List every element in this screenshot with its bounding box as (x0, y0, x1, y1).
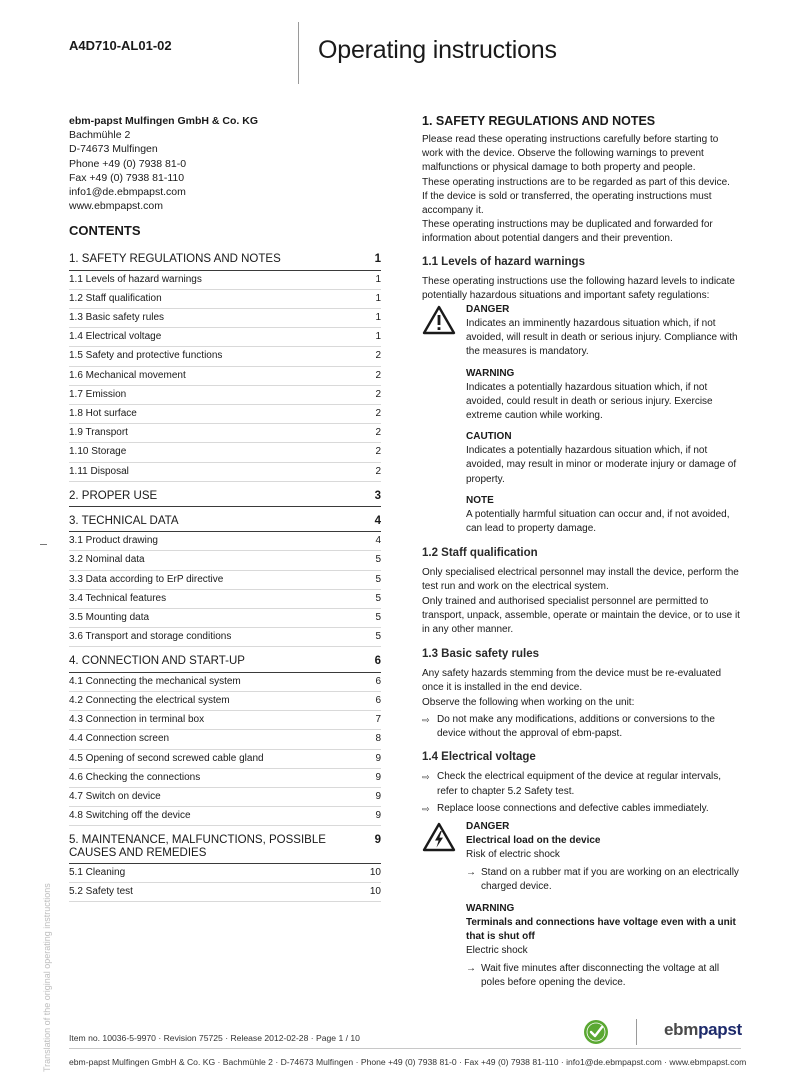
danger-head: DANGER (466, 820, 510, 832)
toc-row[interactable] (69, 367, 381, 386)
toc-row[interactable] (69, 609, 381, 628)
toc-label: 1.5 Safety and protective functions (69, 350, 223, 362)
section-1-1-intro: These operating instructions use the following hazard levels to indicate potentially hazardous situations and important safety regulations: (422, 275, 735, 301)
side-note-container (42, 883, 52, 1078)
toc-page-number: 5 (375, 592, 381, 604)
hollow-arrow-icon: ⇨ (422, 772, 430, 783)
list-item (422, 770, 740, 798)
ebmpapst-logo: ebmpapst (664, 1020, 742, 1039)
toc-label: 1.11 Disposal (69, 465, 129, 477)
company-address (69, 114, 381, 213)
hollow-arrow-icon: ⇨ (422, 803, 430, 814)
toc-row[interactable] (69, 424, 381, 443)
list-item (422, 802, 740, 816)
toc-row[interactable] (69, 788, 381, 807)
toc-page-number: 9 (374, 834, 381, 847)
toc-page-number: 9 (375, 771, 381, 783)
toc-label: 3. TECHNICAL DATA (69, 515, 179, 528)
toc-row[interactable] (69, 883, 381, 902)
section-1-2-heading: 1.2 Staff qualification (422, 547, 538, 560)
arrow-right-icon: → (466, 867, 476, 879)
toc-label: 3.5 Mounting data (69, 612, 150, 624)
hollow-arrow-icon: ⇨ (422, 714, 430, 725)
section-1-intro-1: Please read these operating instructions carefully before starting to work with the device. Observe the following warnings to prevent malfunctions or physical damage to both property and people. (422, 134, 719, 174)
toc-label: 4.3 Connection in terminal box (69, 714, 205, 726)
toc-chapter-row[interactable] (69, 486, 381, 507)
green-tech-badge-icon (583, 1019, 609, 1045)
toc-page-number: 7 (375, 714, 381, 726)
toc-page-number: 6 (374, 655, 381, 668)
danger-action-text: Stand on a rubber mat if you are working on an electrically charged device. (481, 867, 739, 893)
toc-page-number: 10 (369, 866, 381, 878)
toc-page-number: 2 (375, 350, 381, 362)
warning-risk: Electric shock (466, 944, 528, 956)
toc-row[interactable] (69, 328, 381, 347)
page-title: Operating instructions (318, 36, 557, 64)
list-item-text: Replace loose connections and defective cables immediately. (437, 802, 709, 814)
warning-head: WARNING (466, 902, 515, 914)
toc-page-number: 3 (374, 489, 381, 502)
toc-page-number: 9 (375, 810, 381, 822)
toc-row[interactable] (69, 750, 381, 769)
toc-page-number: 6 (375, 694, 381, 706)
warning-subject: Terminals and connections have voltage even with a unit that is shut off (466, 916, 736, 942)
right-column (422, 114, 740, 992)
list-item-text: Do not make any modifications, additions or conversions to the device without the approval of ebm-papst. (437, 713, 715, 740)
toc-page-number: 9 (375, 752, 381, 764)
warning-action (466, 962, 740, 990)
danger-action (466, 866, 740, 894)
toc-page-number: 1 (375, 331, 381, 343)
toc-row[interactable] (69, 551, 381, 570)
list-item (422, 713, 740, 741)
company-fax: Fax +49 (0) 7938 81-110 (69, 171, 185, 184)
level-danger-head: DANGER (466, 304, 510, 316)
toc-page-number: 1 (375, 312, 381, 324)
toc-page-number: 2 (375, 388, 381, 400)
company-street: Bachmühle 2 (69, 129, 131, 142)
table-of-contents (69, 249, 381, 902)
toc-chapter-row[interactable] (69, 511, 381, 532)
toc-page-number: 4 (375, 535, 381, 547)
section-1-2-p2: Only trained and authorised specialist personnel are permitted to transport, unpack, assemble, operate or maintain the device, or to use it in any other manner. (422, 595, 740, 636)
section-1-3-heading: 1.3 Basic safety rules (422, 648, 539, 661)
section-1-intro-2: These operating instructions are to be regarded as part of this device. (422, 176, 730, 188)
toc-row[interactable] (69, 571, 381, 590)
toc-label: 3.4 Technical features (69, 592, 167, 604)
level-note-text: A potentially harmful situation can occur and, if not avoided, can lead to property damage. (466, 508, 730, 535)
warning-triangle-icon (422, 305, 456, 335)
toc-label: 4.1 Connecting the mechanical system (69, 675, 241, 687)
toc-row[interactable] (69, 271, 381, 290)
toc-row[interactable] (69, 864, 381, 883)
electrical-hazards (422, 820, 740, 992)
section-1-intro-4: These operating instructions may be duplicated and forwarded for information about potential dangers and their prevention. (422, 219, 713, 245)
hazard-levels (422, 303, 740, 536)
company-city: D-74673 Mulfingen (69, 143, 158, 156)
toc-row[interactable] (69, 290, 381, 309)
toc-page-number: 5 (375, 612, 381, 624)
company-web[interactable]: www.ebmpapst.com (69, 200, 163, 213)
toc-label: 3.3 Data according to ErP directive (69, 573, 224, 585)
toc-label: 5. MAINTENANCE, MALFUNCTIONS, POSSIBLE CAUSES AND REMEDIES (69, 834, 326, 859)
toc-chapter-row[interactable] (69, 249, 381, 270)
toc-page-number: 5 (375, 631, 381, 643)
section-1-3-p1: Any safety hazards stemming from the device must be re-evaluated once it is installed in the end device. (422, 668, 722, 694)
toc-page-number: 1 (374, 253, 381, 266)
toc-page-number: 8 (375, 733, 381, 745)
toc-label: 1.9 Transport (69, 427, 128, 439)
toc-label: 1.1 Levels of hazard warnings (69, 273, 202, 285)
toc-label: 1.7 Emission (69, 388, 127, 400)
toc-row[interactable] (69, 309, 381, 328)
section-1-1-heading: 1.1 Levels of hazard warnings (422, 255, 585, 268)
header-divider (298, 22, 299, 84)
toc-page-number: 5 (375, 573, 381, 585)
toc-page-number: 2 (375, 427, 381, 439)
electric-hazard-icon (422, 822, 456, 852)
toc-row[interactable] (69, 443, 381, 462)
danger-subject: Electrical load on the device (466, 834, 601, 846)
level-warning-head: WARNING (466, 367, 515, 379)
company-phone: Phone +49 (0) 7938 81-0 (69, 157, 187, 170)
level-warning-text: Indicates a potentially hazardous situation which, if not avoided, could result in death or serious injury. Exercise extreme caution while working. (466, 381, 713, 422)
toc-row[interactable] (69, 807, 381, 826)
left-column (69, 114, 381, 902)
logo-divider (636, 1019, 637, 1045)
toc-page-number: 10 (369, 885, 381, 897)
toc-page-number: 2 (375, 465, 381, 477)
toc-label: 4.7 Switch on device (69, 790, 161, 802)
toc-row[interactable] (69, 730, 381, 749)
toc-label: 4.5 Opening of second screwed cable gland (69, 752, 264, 764)
toc-label: 4.8 Switching off the device (69, 810, 191, 822)
toc-label: 4.2 Connecting the electrical system (69, 694, 230, 706)
toc-label: 4. CONNECTION AND START-UP (69, 655, 245, 668)
toc-row[interactable] (69, 405, 381, 424)
toc-chapter-row[interactable] (69, 830, 381, 863)
toc-label: 5.1 Cleaning (69, 866, 126, 878)
toc-label: 1.8 Hot surface (69, 408, 137, 420)
toc-label: 3.2 Nominal data (69, 554, 145, 566)
toc-page-number: 5 (375, 554, 381, 566)
section-1-intro-3: If the device is sold or transferred, the operating instructions must accompany it. (422, 190, 712, 217)
toc-label: 3.1 Product drawing (69, 535, 158, 547)
toc-label: 4.6 Checking the connections (69, 771, 201, 783)
arrow-right-icon: → (466, 962, 476, 974)
toc-page-number: 2 (375, 408, 381, 420)
toc-row[interactable] (69, 673, 381, 692)
section-1-4-heading: 1.4 Electrical voltage (422, 751, 536, 764)
toc-page-number: 2 (375, 446, 381, 458)
margin-fold-mark (40, 544, 47, 545)
company-name: ebm-papst Mulfingen GmbH & Co. KG (69, 115, 258, 127)
toc-label: 5.2 Safety test (69, 885, 133, 897)
footer-address: ebm-papst Mulfingen GmbH & Co. KG · Bachmühle 2 · D-74673 Mulfingen · Phone +49 (0) 7938 81-0 · Fax +49 (0) 7938 81-110 · info1@de.ebmpapst.com · www.ebmpapst.com (69, 1057, 747, 1067)
toc-row[interactable] (69, 769, 381, 788)
section-1-3-p2: Observe the following when working on the unit: (422, 696, 635, 708)
danger-risk: Risk of electric shock (466, 848, 560, 860)
toc-row[interactable] (69, 532, 381, 551)
toc-label: 1.4 Electrical voltage (69, 331, 162, 343)
toc-label: 3.6 Transport and storage conditions (69, 631, 232, 643)
toc-row[interactable] (69, 347, 381, 366)
footer-rule (69, 1048, 741, 1049)
level-danger-text: Indicates an imminently hazardous situation which, if not avoided, will result in death or serious injury. Compliance with the measures is mandatory. (466, 318, 738, 358)
section-1-heading: 1. SAFETY REGULATIONS AND NOTES (422, 114, 656, 128)
level-caution-head: CAUTION (466, 431, 512, 443)
level-caution-text: Indicates a potentially hazardous situation which, if not avoided, may result in minor or moderate injury or damage of property. (466, 445, 737, 485)
toc-row[interactable] (69, 386, 381, 405)
toc-row[interactable] (69, 628, 381, 647)
warning-action-text: Wait five minutes after disconnecting the voltage at all poles before opening the device. (481, 962, 720, 988)
toc-label: 2. PROPER USE (69, 489, 158, 502)
item-number-line: Item no. 10036-5-9970 · Revision 75725 · Release 2012-02-28 · Page 1 / 10 (69, 1033, 360, 1043)
toc-row[interactable] (69, 590, 381, 609)
toc-chapter-row[interactable] (69, 651, 381, 672)
toc-label: 1.2 Staff qualification (69, 292, 162, 304)
toc-label: 1.3 Basic safety rules (69, 312, 165, 324)
toc-page-number: 1 (375, 273, 381, 285)
toc-page-number: 9 (375, 790, 381, 802)
contents-title: CONTENTS (69, 223, 141, 239)
document-code: A4D710-AL01-02 (69, 38, 172, 53)
toc-label: 4.4 Connection screen (69, 733, 170, 745)
side-note: Translation of the original operating instructions (42, 883, 52, 1072)
toc-page-number: 1 (375, 292, 381, 304)
list-item-text: Check the electrical equipment of the device at regular intervals, refer to chapter 5.2 Safety test. (437, 771, 722, 797)
level-note-head: NOTE (466, 494, 494, 506)
toc-row[interactable] (69, 692, 381, 711)
toc-label: 1.10 Storage (69, 446, 127, 458)
toc-page-number: 4 (374, 515, 381, 528)
company-email[interactable]: info1@de.ebmpapst.com (69, 186, 186, 199)
toc-label: 1. SAFETY REGULATIONS AND NOTES (69, 253, 281, 266)
toc-page-number: 2 (375, 369, 381, 381)
toc-row[interactable] (69, 711, 381, 730)
toc-page-number: 6 (375, 675, 381, 687)
toc-label: 1.6 Mechanical movement (69, 369, 186, 381)
section-1-2-p1: Only specialised electrical personnel may install the device, perform the test run and work on the electrical system. (422, 567, 739, 593)
toc-row[interactable] (69, 463, 381, 482)
